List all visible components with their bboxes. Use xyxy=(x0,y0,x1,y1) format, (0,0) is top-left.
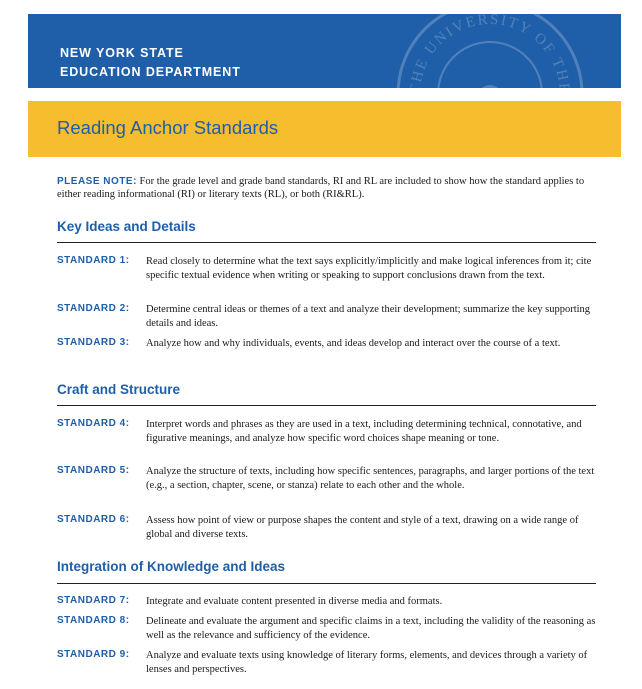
agency-name xyxy=(60,44,241,82)
agency-line-1: NEW YORK STATE xyxy=(60,46,184,60)
section-divider xyxy=(57,583,596,584)
page-title: Reading Anchor Standards xyxy=(57,117,279,138)
agency-line-2: EDUCATION DEPARTMENT xyxy=(60,65,241,79)
standard-label: STANDARD 1: xyxy=(57,255,130,266)
standard-label: STANDARD 3: xyxy=(57,337,130,348)
standard-label: STANDARD 9: xyxy=(57,649,130,660)
standard-label: STANDARD 4: xyxy=(57,418,130,429)
section-heading-key-ideas: Key Ideas and Details xyxy=(57,219,196,234)
please-note xyxy=(57,175,597,201)
section-heading-craft-structure: Craft and Structure xyxy=(57,382,181,397)
section-divider xyxy=(57,405,596,406)
section-heading-integration: Integration of Knowledge and Ideas xyxy=(57,559,286,574)
standard-label: STANDARD 8: xyxy=(57,615,130,626)
university-seal-icon xyxy=(390,11,590,95)
standard-label: STANDARD 6: xyxy=(57,514,130,525)
svg-text:THE UNIVERSITY OF THE STATE OF xyxy=(390,11,573,95)
standard-text: Analyze how and why individuals, events, and ideas develop and interact over the course of a text. xyxy=(146,338,561,349)
standard-text: Read closely to determine what the text says explicitly/implicitly and make logical inferences from it; cite specific textual evidence when writing or speaking to support conclusions drawn from the text. xyxy=(146,256,592,281)
standard-text: Delineate and evaluate the argument and specific claims in a text, including the validity of the reasoning as well as the relevance and sufficiency of the evidence. xyxy=(146,616,596,641)
section-divider xyxy=(57,242,596,243)
standard-label: STANDARD 5: xyxy=(57,465,130,476)
note-text: For the grade level and grade band standards, RI and RL are included to show how the standard applies to either reading informational (RI) or literary texts (RL), or both (RI&RL). xyxy=(57,176,585,200)
standard-label: STANDARD 7: xyxy=(57,595,130,606)
standard-text: Determine central ideas or themes of a text and analyze their development; summarize the key supporting details and ideas. xyxy=(146,304,591,329)
seal-text: THE UNIVERSITY OF THE xyxy=(407,11,573,95)
header-banner xyxy=(28,11,621,95)
standard-text: Assess how point of view or purpose shapes the content and style of a text, drawing on a wide range of global and diverse texts. xyxy=(146,515,579,540)
note-label: PLEASE NOTE: xyxy=(57,176,137,187)
title-bar xyxy=(28,101,621,157)
standard-text: Integrate and evaluate content presented in diverse media and formats. xyxy=(146,596,443,607)
standard-text: Analyze the structure of texts, including how specific sentences, paragraphs, and larger portions of the text (e.g., a section, chapter, scene, or stanza) relate to each other and the whole. xyxy=(146,466,595,491)
standard-text: Analyze and evaluate texts using knowledge of literary forms, elements, and devices through a variety of lenses and perspectives. xyxy=(146,650,588,675)
standard-label: STANDARD 2: xyxy=(57,303,130,314)
standard-text: Interpret words and phrases as they are used in a text, including determining technical, connotative, and figurative meanings, and analyze how specific word choices shape meaning or tone. xyxy=(146,419,582,444)
